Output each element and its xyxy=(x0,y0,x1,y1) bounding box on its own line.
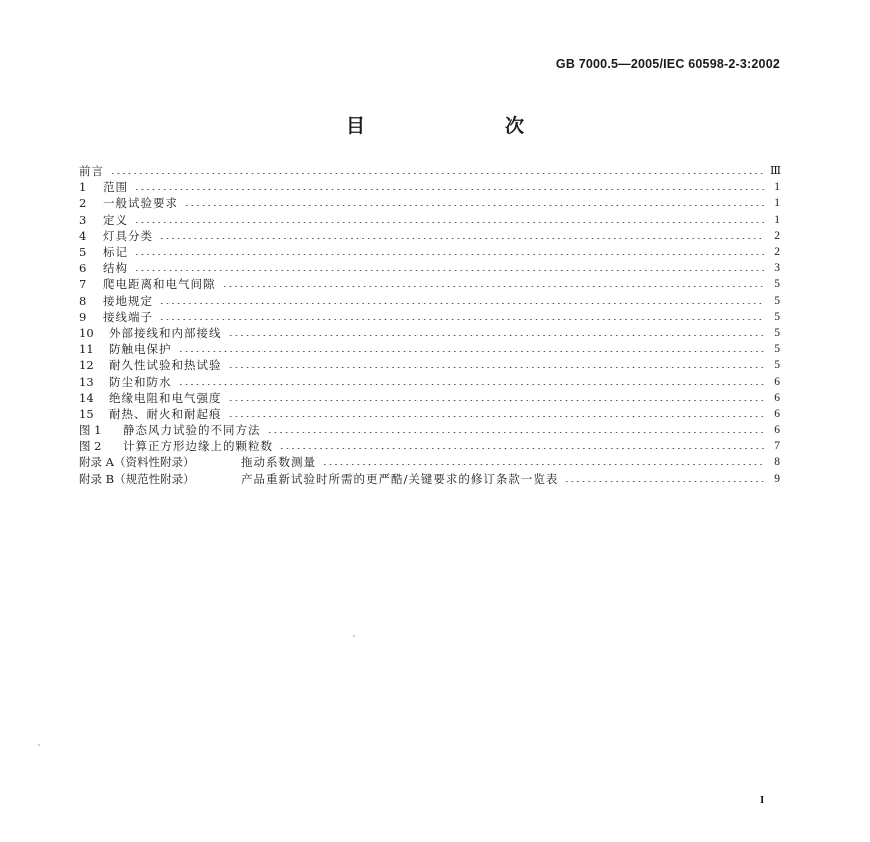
toc-entry-label: 接地规定 xyxy=(103,293,153,308)
toc-entry-figure-2[interactable] xyxy=(79,438,780,454)
toc-entry-page: 9 xyxy=(774,472,780,485)
dot-leader xyxy=(228,400,765,401)
toc-entry-10[interactable] xyxy=(79,325,780,341)
dot-leader xyxy=(322,464,764,465)
toc-entry-number: 13 xyxy=(79,374,94,389)
toc-entry-page: 5 xyxy=(774,343,780,356)
toc-entry-number: 9 xyxy=(79,309,87,324)
dot-leader xyxy=(134,189,764,190)
toc-entry-page: 5 xyxy=(774,310,780,323)
toc-entry-page: 1 xyxy=(774,181,780,194)
toc-entry-3[interactable] xyxy=(79,212,780,228)
toc-entry-number: 8 xyxy=(79,293,87,308)
toc-entry-11[interactable] xyxy=(79,341,780,357)
toc-entry-number: 图 2 xyxy=(79,439,102,454)
toc-entry-number: 1 xyxy=(79,180,87,195)
toc-entry-page: 5 xyxy=(774,326,780,339)
scan-speck xyxy=(38,744,40,746)
toc-entry-2[interactable] xyxy=(79,195,780,211)
dot-leader xyxy=(178,384,765,385)
toc-entry-page: 8 xyxy=(774,456,780,469)
page-number: I xyxy=(760,794,765,806)
toc-entry-number: 4 xyxy=(79,228,87,243)
toc-entry-label: 灯具分类 xyxy=(103,228,153,243)
scan-speck xyxy=(353,635,355,637)
dot-leader xyxy=(134,222,764,223)
toc-entry-annex-b[interactable] xyxy=(79,471,780,487)
toc-entry-page: 3 xyxy=(774,262,780,275)
toc-entry-label: 爬电距离和电气间隙 xyxy=(103,277,216,292)
toc-entry-number: 2 xyxy=(79,196,87,211)
dot-leader xyxy=(134,270,764,271)
toc-entry-page: 5 xyxy=(774,359,780,372)
toc-entry-page: 2 xyxy=(774,229,780,242)
standard-code: GB 7000.5—2005/IEC 60598-2-3:2002 xyxy=(555,57,780,71)
dot-leader xyxy=(267,432,765,433)
toc-entry-number: 12 xyxy=(79,358,94,373)
toc-entry-page: 5 xyxy=(774,278,780,291)
toc-entry-9[interactable] xyxy=(79,309,780,325)
toc-entry-label: 防尘和防水 xyxy=(109,374,172,389)
toc-entry-8[interactable] xyxy=(79,293,780,309)
toc-entry-label: 耐热、耐火和耐起痕 xyxy=(109,406,222,421)
toc-entry-page: 7 xyxy=(774,440,780,453)
dot-leader xyxy=(564,481,764,482)
toc-entry-label: 定义 xyxy=(103,212,128,227)
toc-entry-label: 产品重新试验时所需的更严酷/关键要求的修订条款一览表 xyxy=(241,471,559,486)
toc-entry-label: 绝缘电阻和电气强度 xyxy=(109,390,222,405)
dot-leader xyxy=(178,351,765,352)
table-of-contents xyxy=(79,163,780,487)
toc-entry-page: 6 xyxy=(774,424,780,437)
toc-entry-number: 7 xyxy=(79,277,87,292)
toc-entry-12[interactable] xyxy=(79,357,780,373)
toc-entry-annex-a[interactable] xyxy=(79,454,780,470)
toc-entry-1[interactable] xyxy=(79,179,780,195)
toc-entry-page: 6 xyxy=(774,407,780,420)
dot-leader xyxy=(159,319,764,320)
toc-entry-figure-1[interactable] xyxy=(79,422,780,438)
toc-entry-page: Ⅲ xyxy=(770,165,782,178)
dot-leader xyxy=(110,173,764,174)
toc-entry-6[interactable] xyxy=(79,260,780,276)
toc-entry-number: 图 1 xyxy=(79,423,102,438)
toc-title: 目 次 xyxy=(345,115,558,137)
toc-entry-label: 接线端子 xyxy=(103,309,153,324)
toc-entry-number: 附录 B（规范性附录） xyxy=(79,471,195,486)
toc-entry-label: 防触电保护 xyxy=(109,342,172,357)
dot-leader xyxy=(279,448,764,449)
toc-entry-number: 15 xyxy=(79,406,94,421)
toc-entry-number: 11 xyxy=(79,342,94,357)
toc-entry-number: 3 xyxy=(79,212,87,227)
toc-entry-5[interactable] xyxy=(79,244,780,260)
dot-leader xyxy=(159,238,764,239)
dot-leader xyxy=(184,205,764,206)
toc-entry-label: 计算正方形边缘上的颗粒数 xyxy=(123,439,273,454)
toc-entry-number: 5 xyxy=(79,245,87,260)
toc-entry-label: 耐久性试验和热试验 xyxy=(109,358,222,373)
toc-entry-number: 6 xyxy=(79,261,87,276)
toc-entry-label: 标记 xyxy=(103,245,128,260)
toc-entry-label: 范围 xyxy=(103,180,128,195)
toc-entry-7[interactable] xyxy=(79,276,780,292)
toc-entry-page: 1 xyxy=(774,197,780,210)
toc-entry-label: 前言 xyxy=(79,164,104,179)
toc-entry-page: 5 xyxy=(774,294,780,307)
toc-entry-label: 静态风力试验的不同方法 xyxy=(123,423,261,438)
dot-leader xyxy=(222,286,765,287)
toc-entry-number: 10 xyxy=(79,325,94,340)
toc-entry-page: 2 xyxy=(774,246,780,259)
toc-entry-14[interactable] xyxy=(79,390,780,406)
dot-leader xyxy=(228,416,765,417)
toc-entry-page: 1 xyxy=(774,213,780,226)
dot-leader xyxy=(228,367,765,368)
toc-entry-page: 6 xyxy=(774,391,780,404)
toc-entry-label: 一般试验要求 xyxy=(103,196,178,211)
toc-entry-4[interactable] xyxy=(79,228,780,244)
dot-leader xyxy=(159,303,764,304)
toc-entry-15[interactable] xyxy=(79,406,780,422)
toc-entry-label: 结构 xyxy=(103,261,128,276)
dot-leader xyxy=(228,335,765,336)
toc-entry-label: 外部接线和内部接线 xyxy=(109,325,222,340)
toc-entry-preface[interactable] xyxy=(79,163,780,179)
toc-entry-label: 拖动系数测量 xyxy=(241,455,316,470)
toc-entry-13[interactable] xyxy=(79,373,780,389)
toc-entry-page: 6 xyxy=(774,375,780,388)
toc-entry-number: 附录 A（资料性附录） xyxy=(79,455,195,470)
toc-entry-number: 14 xyxy=(79,390,94,405)
dot-leader xyxy=(134,254,764,255)
